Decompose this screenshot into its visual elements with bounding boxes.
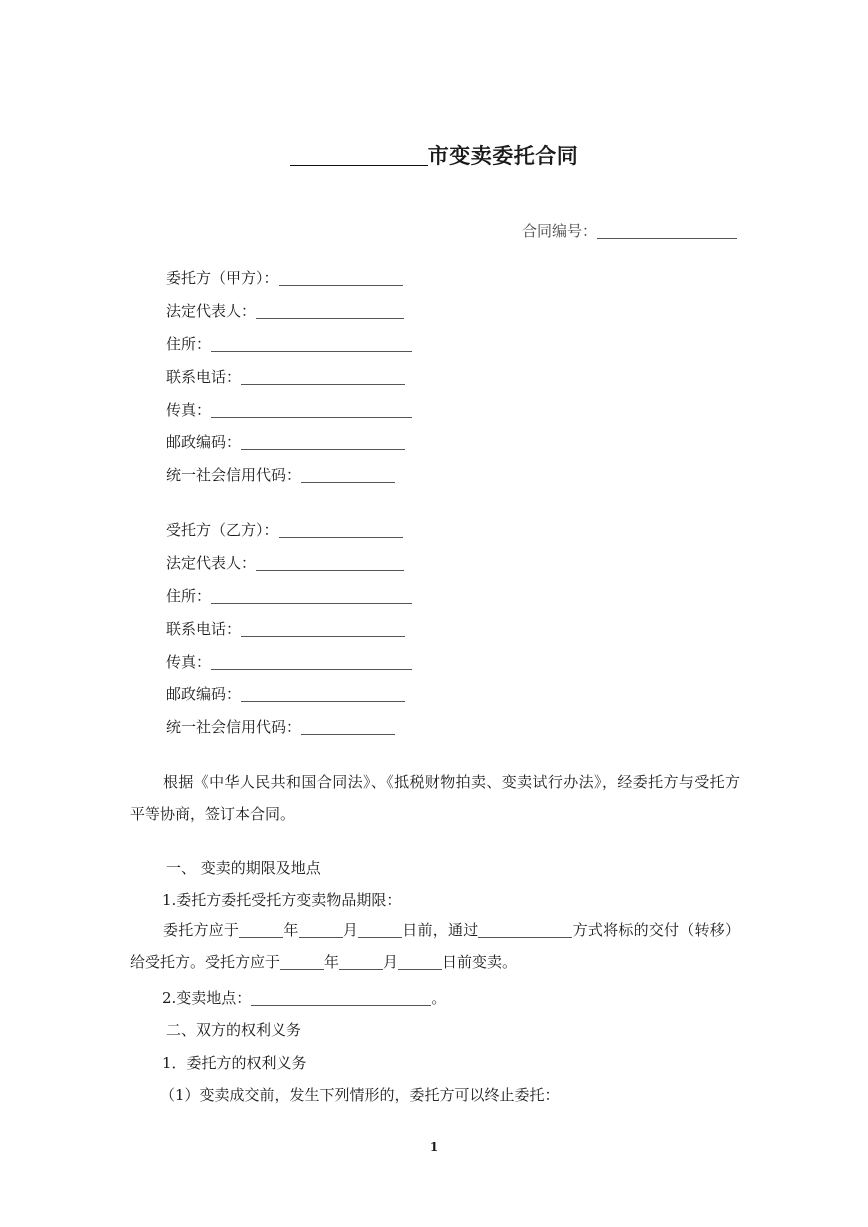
- party-b-representative-blank[interactable]: [256, 554, 404, 571]
- party-b-address-blank[interactable]: [211, 587, 412, 604]
- page-number: 1: [429, 1140, 439, 1154]
- section-1-item-1: 1.委托方委托受托方变卖物品期限：: [162, 891, 402, 909]
- section-1-item-2: 2.变卖地点： 。: [162, 989, 447, 1007]
- party-b-phone-blank[interactable]: [241, 620, 405, 637]
- sale-month-blank[interactable]: [339, 953, 383, 970]
- section-2-item-1: 1．委托方的权利义务: [162, 1054, 307, 1072]
- section-2-heading: 二、双方的权利义务: [166, 1021, 302, 1039]
- party-a-postcode-field: 邮政编码：: [166, 432, 405, 452]
- contract-number: [522, 220, 737, 241]
- party-a-phone-blank[interactable]: [241, 368, 405, 385]
- sale-year-blank[interactable]: [280, 953, 324, 970]
- title-text: 市变卖委托合同: [427, 144, 579, 168]
- party-b-fax-field: 传真：: [166, 652, 412, 672]
- party-a-fax-blank[interactable]: [211, 401, 412, 418]
- delivery-method-blank[interactable]: [478, 921, 572, 938]
- party-a-postcode-blank[interactable]: [241, 433, 405, 450]
- party-b-postcode-field: 邮政编码：: [166, 684, 405, 704]
- city-blank[interactable]: [290, 145, 428, 166]
- party-b-representative-field: 法定代表人：: [166, 553, 404, 573]
- delivery-day-blank[interactable]: [358, 921, 402, 938]
- section-1-delivery-paragraph: 委托方应于 年 月 日前，通过 方式将标的交付（转移）给受托方。受托方应于 年 月 日前变卖。: [130, 921, 740, 971]
- party-a-credit-code-field: 统一社会信用代码：: [166, 465, 395, 485]
- party-a-address-blank[interactable]: [211, 335, 412, 352]
- delivery-year-blank[interactable]: [239, 921, 283, 938]
- party-a-name-blank[interactable]: [279, 269, 403, 286]
- preamble-paragraph: 根据《中华人民共和国合同法》、《抵税财物拍卖、变卖试行办法》，经委托方与受托方平等协商，签订本合同。: [130, 773, 740, 823]
- section-2-sub-1: （1）变卖成交前，发生下列情形的，委托方可以终止委托：: [160, 1086, 560, 1104]
- delivery-month-blank[interactable]: [299, 921, 343, 938]
- document-title: [0, 140, 868, 170]
- sale-day-blank[interactable]: [398, 953, 442, 970]
- contract-number-blank[interactable]: [597, 222, 737, 239]
- party-a-fax-field: 传真：: [166, 400, 412, 420]
- party-a-address-field: 住所：: [166, 334, 412, 354]
- party-a-representative-blank[interactable]: [256, 302, 404, 319]
- party-b-name-field: 受托方（乙方）：: [166, 520, 403, 540]
- party-b-fax-blank[interactable]: [211, 653, 412, 670]
- party-b-credit-code-field: 统一社会信用代码：: [166, 717, 395, 737]
- party-b-postcode-blank[interactable]: [241, 685, 405, 702]
- party-b-credit-code-blank[interactable]: [301, 718, 395, 735]
- party-b-phone-field: 联系电话：: [166, 619, 405, 639]
- sale-location-blank[interactable]: [251, 989, 431, 1006]
- party-a-name-field: 委托方（甲方）：: [166, 268, 403, 288]
- party-a-credit-code-blank[interactable]: [301, 466, 395, 483]
- contract-number-label: 合同编号：: [521, 222, 597, 240]
- party-b-name-blank[interactable]: [279, 521, 403, 538]
- section-1-heading: 一、 变卖的期限及地点: [166, 859, 321, 877]
- party-a-representative-field: 法定代表人：: [166, 301, 404, 321]
- party-a-phone-field: 联系电话：: [166, 367, 405, 387]
- party-b-address-field: 住所：: [166, 586, 412, 606]
